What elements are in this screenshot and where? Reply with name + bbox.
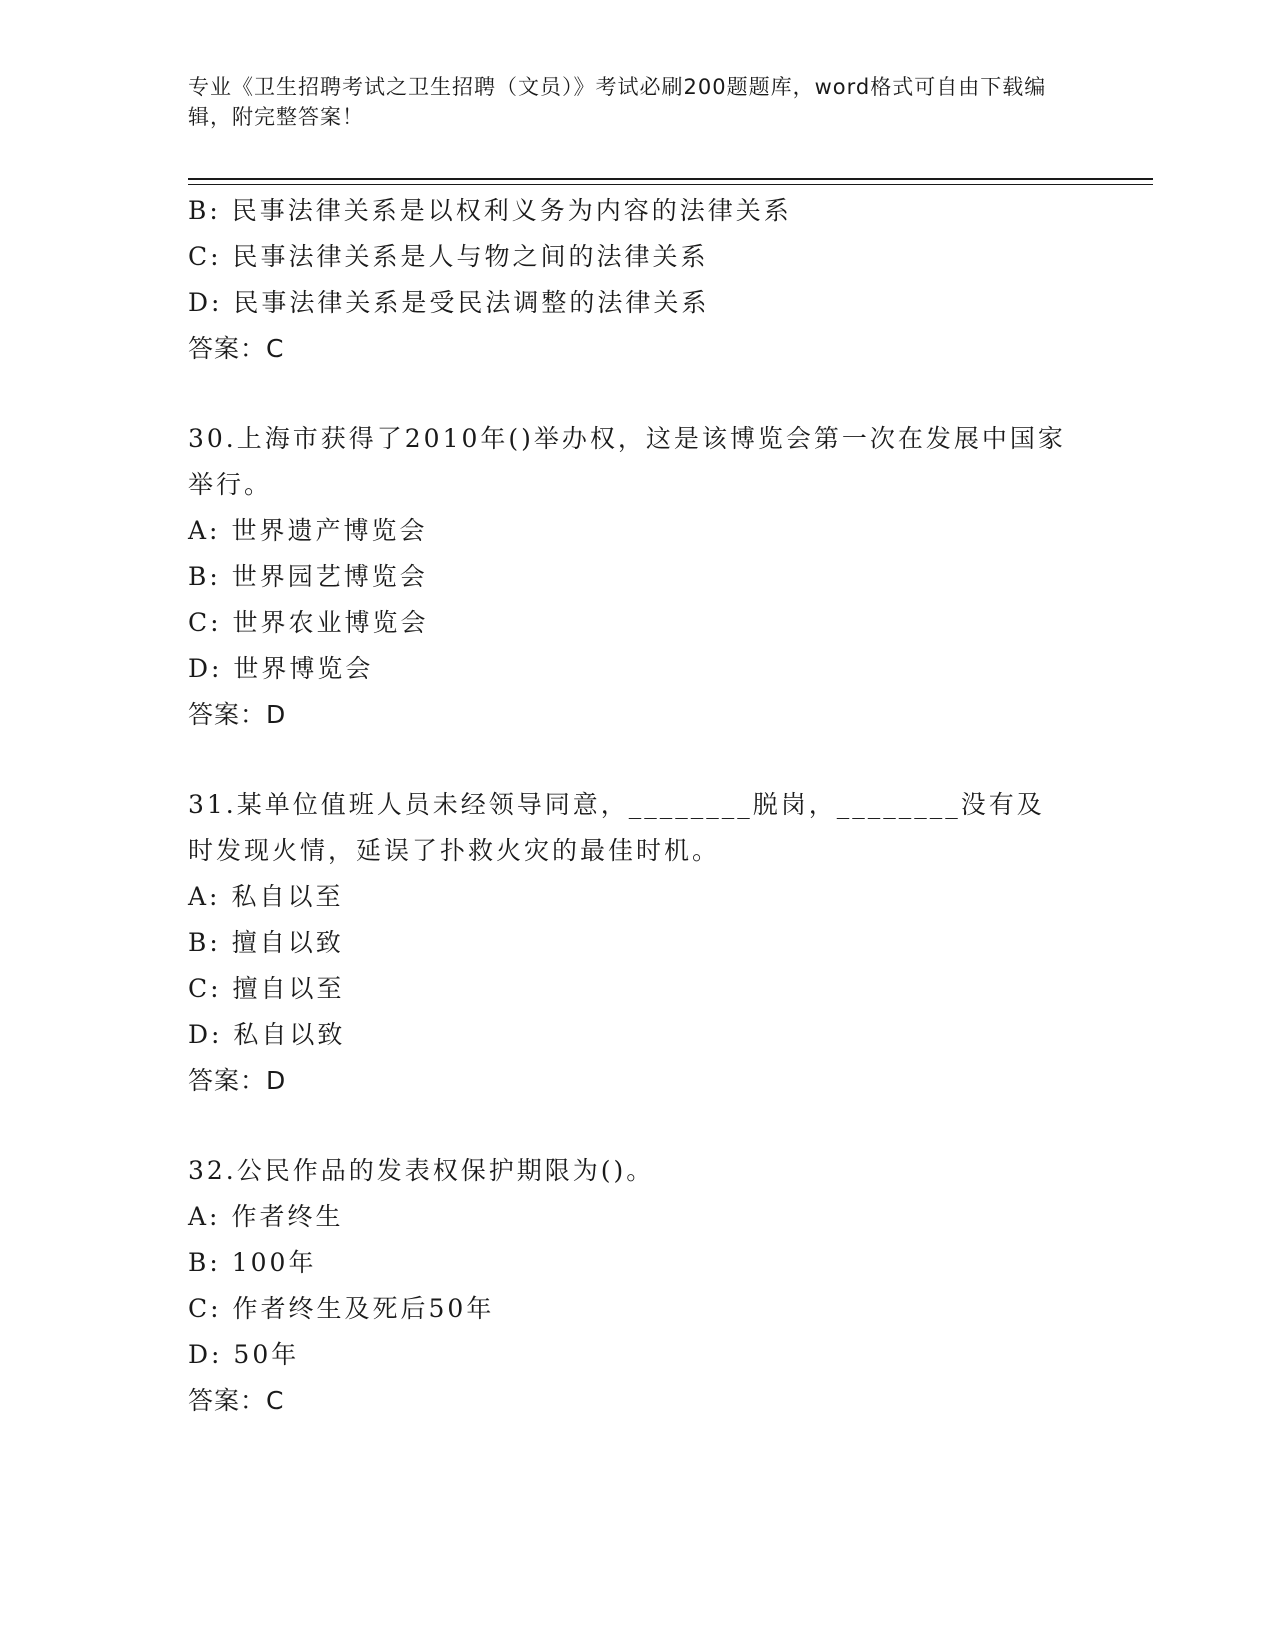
option-d: D: 民事法律关系是受民法调整的法律关系 <box>188 288 710 317</box>
question-content <box>188 188 1088 1424</box>
question-32 <box>188 1148 1088 1424</box>
option-c: C: 世界农业博览会 <box>188 608 429 637</box>
question-text: 31.某单位值班人员未经领导同意，________脱岗，________没有及时发现火情，延误了扑救火灾的最佳时机。 <box>188 790 1045 865</box>
header-rule-thin <box>188 184 1153 185</box>
option-d: D: 50年 <box>188 1340 300 1369</box>
option-c: C: 作者终生及死后50年 <box>188 1294 495 1323</box>
question-31 <box>188 782 1088 1104</box>
option-b: B: 世界园艺博览会 <box>188 562 428 591</box>
option-a: A: 私自以至 <box>188 882 344 911</box>
option-a: A: 世界遗产博览会 <box>188 516 428 545</box>
question-text: 32.公民作品的发表权保护期限为()。 <box>188 1156 655 1185</box>
option-d: D: 世界博览会 <box>188 654 374 683</box>
answer: 答案：D <box>188 1066 287 1095</box>
option-c: C: 擅自以至 <box>188 974 345 1003</box>
answer: 答案：C <box>188 334 285 363</box>
option-d: D: 私自以致 <box>188 1020 346 1049</box>
option-b: B: 民事法律关系是以权利义务为内容的法律关系 <box>188 196 792 225</box>
option-c: C: 民事法律关系是人与物之间的法律关系 <box>188 242 709 271</box>
option-a: A: 作者终生 <box>188 1202 344 1231</box>
answer: 答案：D <box>188 700 287 729</box>
option-b: B: 擅自以致 <box>188 928 344 957</box>
question-30 <box>188 416 1088 738</box>
document-header: 专业《卫生招聘考试之卫生招聘（文员）》考试必刷200题题库，word格式可自由下载编辑，附完整答案！ <box>188 75 1047 129</box>
option-b: B: 100年 <box>188 1248 317 1277</box>
answer: 答案：C <box>188 1386 285 1415</box>
header-rule-thick <box>188 178 1153 180</box>
question-text: 30.上海市获得了2010年()举办权，这是该博览会第一次在发展中国家举行。 <box>188 424 1066 499</box>
continued-question <box>188 188 1088 372</box>
